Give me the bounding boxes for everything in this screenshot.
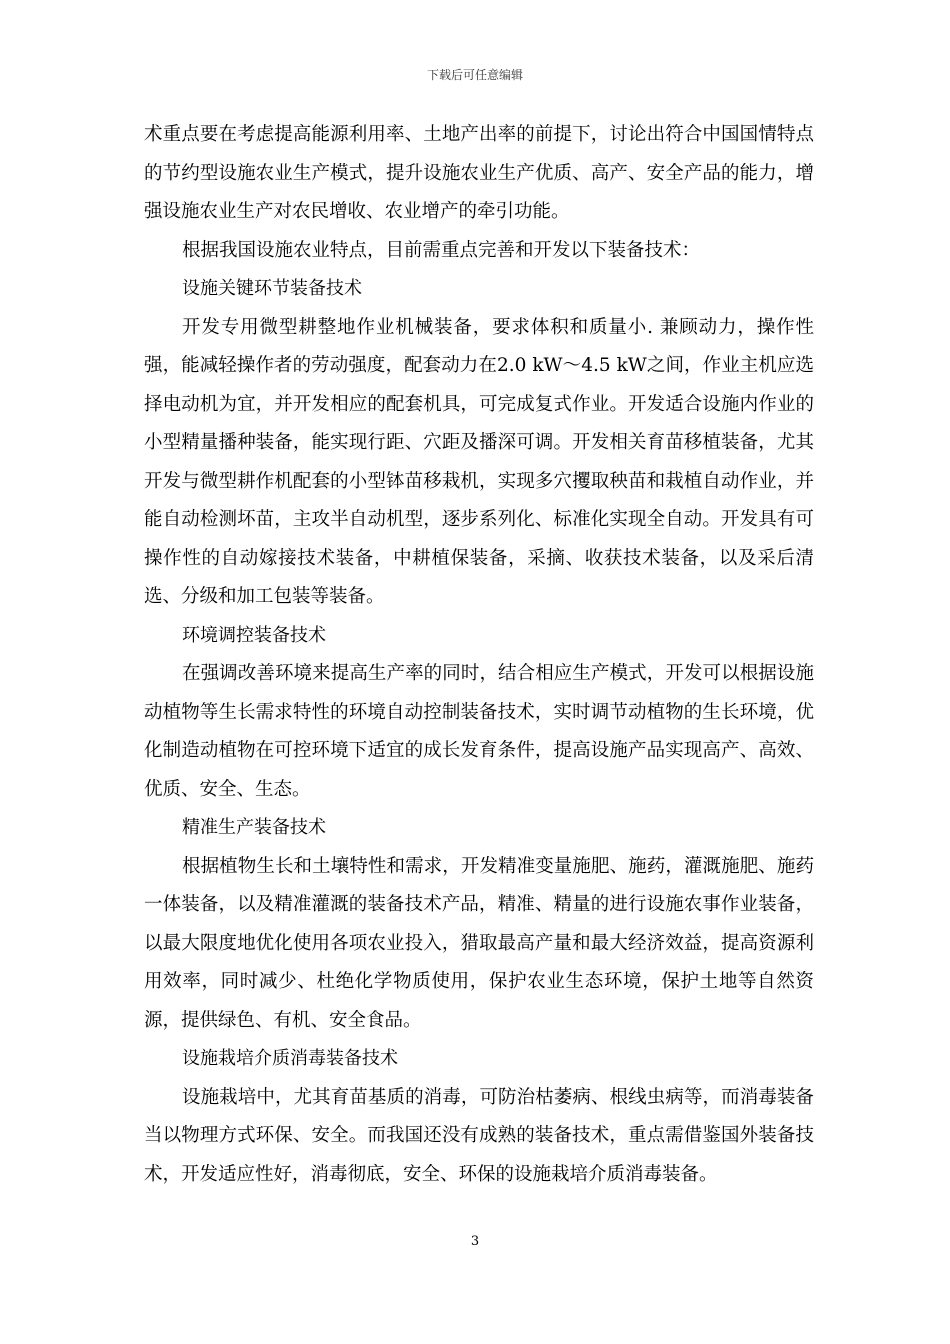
paragraph-continued: 术重点要在考虑提高能源利用率、土地产出率的前提下，讨论出符合中国国情特点的节约型设施农业生产模式，提升设施农业生产优质、高产、安全产品的能力，增强设施农业生产对农民增收、农业增产的牵引功能。	[144, 124, 814, 222]
section-heading-substrate-disinfection: 设施栽培介质消毒装备技术	[182, 1048, 398, 1069]
page-header: 下载后可任意编辑	[426, 68, 523, 82]
paragraph-environment-control: 在强调改善环境来提高生产率的同时，结合相应生产模式，开发可以根据设施动植物等生长需求特性的环境自动控制装备技术，实时调节动植物的生长环境，优化制造动植物在可控环境下适宜的成长发育条件，提高设施产品实现高产、高效、优质、安全、生态。	[144, 663, 814, 800]
document-body	[144, 116, 814, 1194]
paragraph-key-equipment: 开发专用微型耕整地作业机械装备，要求体积和质量小. 兼顾动力，操作性强，能减轻操作者的劳动强度，配套动力在2.0 kW～4.5 kW之间，作业主机应选择电动机为宜，并开发相应的配套机具，可完成复式作业。开发适合设施内作业的小型精量播种装备，能实现行距、穴距及播深可调。开发相关育苗移植装备，尤其开发与微型耕作机配套的小型钵苗移栽机，实现多穴攫取秧苗和栽植自动作业，并能自动检测坏苗，主攻半自动机型，逐步系列化、标准化实现全自动。开发具有可操作性的自动嫁接技术装备，中耕植保装备，采摘、收获技术装备，以及采后清选、分级和加工包装等装备。	[144, 316, 814, 607]
section-heading-environment-control: 环境调控装备技术	[182, 624, 326, 646]
paragraph-intro: 根据我国设施农业特点，目前需重点完善和开发以下装备技术：	[182, 239, 701, 261]
paragraph-substrate-disinfection: 设施栽培中，尤其育苗基质的消毒，可防治枯萎病、根线虫病等，而消毒装备当以物理方式环保、安全。而我国还没有成熟的装备技术，重点需借鉴国外装备技术，开发适应性好，消毒彻底，安全、环保的设施栽培介质消毒装备。	[144, 1086, 814, 1185]
paragraph-precision-production: 根据植物生长和土壤特性和需求，开发精准变量施肥、施药，灌溉施肥、施药一体装备，以及精准灌溉的装备技术产品，精准、精量的进行设施农事作业装备，以最大限度地优化使用各项农业投入，猎取最高产量和最大经济效益，提高资源利用效率，同时减少、杜绝化学物质使用，保护农业生态环境，保护土地等自然资源，提供绿色、有机、安全食品。	[144, 855, 814, 1031]
section-heading-key-equipment: 设施关键环节装备技术	[182, 278, 362, 299]
page-number: 3	[470, 1234, 480, 1249]
section-heading-precision-production: 精准生产装备技术	[182, 817, 326, 838]
